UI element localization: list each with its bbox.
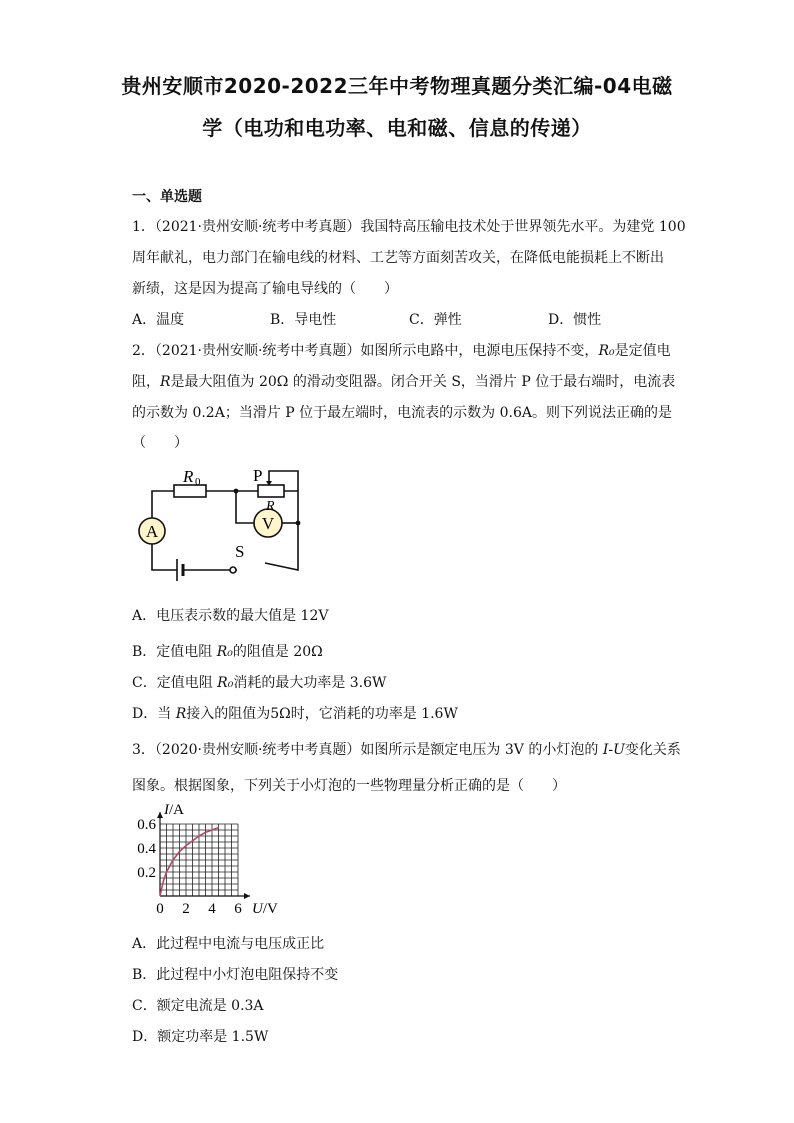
x-tick-label: 2 [182, 901, 190, 917]
label-r: R [266, 499, 275, 514]
var-r0: R₀ [598, 343, 615, 359]
junction-right [296, 521, 301, 526]
y-tick-label: 0.2 [137, 865, 156, 881]
q2-stem-line1: 2．（2021·贵州安顺·统考中考真题）如图所示电路中，电源电压保持不变，R₀是定值电 [132, 343, 671, 359]
resistor-r0 [174, 485, 206, 497]
label-r0: R [183, 467, 194, 486]
iu-curve [160, 828, 219, 896]
label-r0-sub: 0 [195, 476, 201, 488]
q1-stem-line2: 周年献礼，电力部门在输电线的材料、工艺等方面刻苦攻关，在降低电能损耗上不断出 [132, 250, 664, 266]
x-tick-label: 0 [156, 901, 164, 917]
q3-option-d: D．额定功率是 1.5W [132, 1029, 269, 1045]
wire-right-top [284, 491, 298, 523]
q2-option-a: A．电压表示数的最大值是 12V [132, 608, 329, 624]
q1-option-b: B．导电性 [270, 312, 337, 328]
wire-v-left [236, 491, 254, 523]
label-s: S [235, 542, 245, 561]
y-tick-label: 0.6 [137, 817, 156, 833]
junction-left [234, 489, 239, 494]
q3-option-c: C．额定电流是 0.3A [132, 998, 264, 1014]
q1-stem-line1: 1．（2021·贵州安顺·统考中考真题）我国特高压输电技术处于世界领先水平。为建党 100 [132, 219, 686, 235]
wire-left-bottom [152, 544, 177, 570]
q3-stem-line1: 3．（2020·贵州安顺·统考中考真题）如图所示是额定电压为 3V 的小灯泡的 I-U变化关系 [132, 742, 681, 758]
y-axis-arrow-icon [157, 812, 163, 818]
switch-contact [230, 567, 236, 573]
q2-stem-line2: 阻，R是最大阻值为 20Ω 的滑动变阻器。闭合开关 S，当滑片 P 位于最右端时，电流表 [132, 374, 676, 390]
label-a: A [145, 522, 159, 541]
q1-option-d: D．惯性 [548, 312, 602, 328]
label-p: P [253, 466, 263, 485]
x-axis-arrow-icon [244, 893, 250, 899]
wire-left-top [152, 491, 174, 518]
q3-option-b: B．此过程中小灯泡电阻保持不变 [132, 967, 339, 983]
q2-option-b: B．定值电阻 R₀的阻值是 20Ω [132, 644, 323, 660]
x-tick-label: 4 [208, 901, 216, 917]
section-heading: 一、单选题 [132, 189, 202, 205]
label-v: V [261, 514, 275, 533]
var-r: R [160, 374, 171, 390]
q3-stem-line2: 图象。根据图象，下列关于小灯泡的一些物理量分析正确的是（ ） [132, 778, 566, 794]
x-tick-label: 6 [234, 901, 242, 917]
x-axis-label: U/V [252, 901, 278, 917]
q1-option-c: C．弹性 [409, 312, 462, 328]
doc-title-line2: 学（电功和电功率、电和磁、信息的传递） [202, 116, 592, 140]
q3-option-a: A．此过程中电流与电压成正比 [132, 936, 325, 952]
q2-stem-line4: （ ） [132, 435, 188, 451]
rheostat-r [258, 485, 284, 497]
q1-stem-line3: 新绩，这是因为提高了输电导线的（ ） [132, 281, 398, 297]
q2-stem-line3: 的示数为 0.2A；当滑片 P 位于最左端时，电流表的示数为 0.6A。则下列说法正确的是 [132, 405, 672, 421]
y-axis-label: I/A [164, 802, 184, 818]
q2-option-c: C．定值电阻 R₀消耗的最大功率是 3.6W [132, 675, 387, 691]
q2-option-d: D．当 R接入的阻值为5Ω时，它消耗的功率是 1.6W [132, 706, 458, 722]
iu-chart [120, 800, 300, 920]
q1-option-a: A．温度 [132, 312, 185, 328]
doc-title-line1: 贵州安顺市2020-2022三年中考物理真题分类汇编-04电磁 [121, 74, 673, 98]
y-tick-label: 0.4 [137, 841, 156, 857]
